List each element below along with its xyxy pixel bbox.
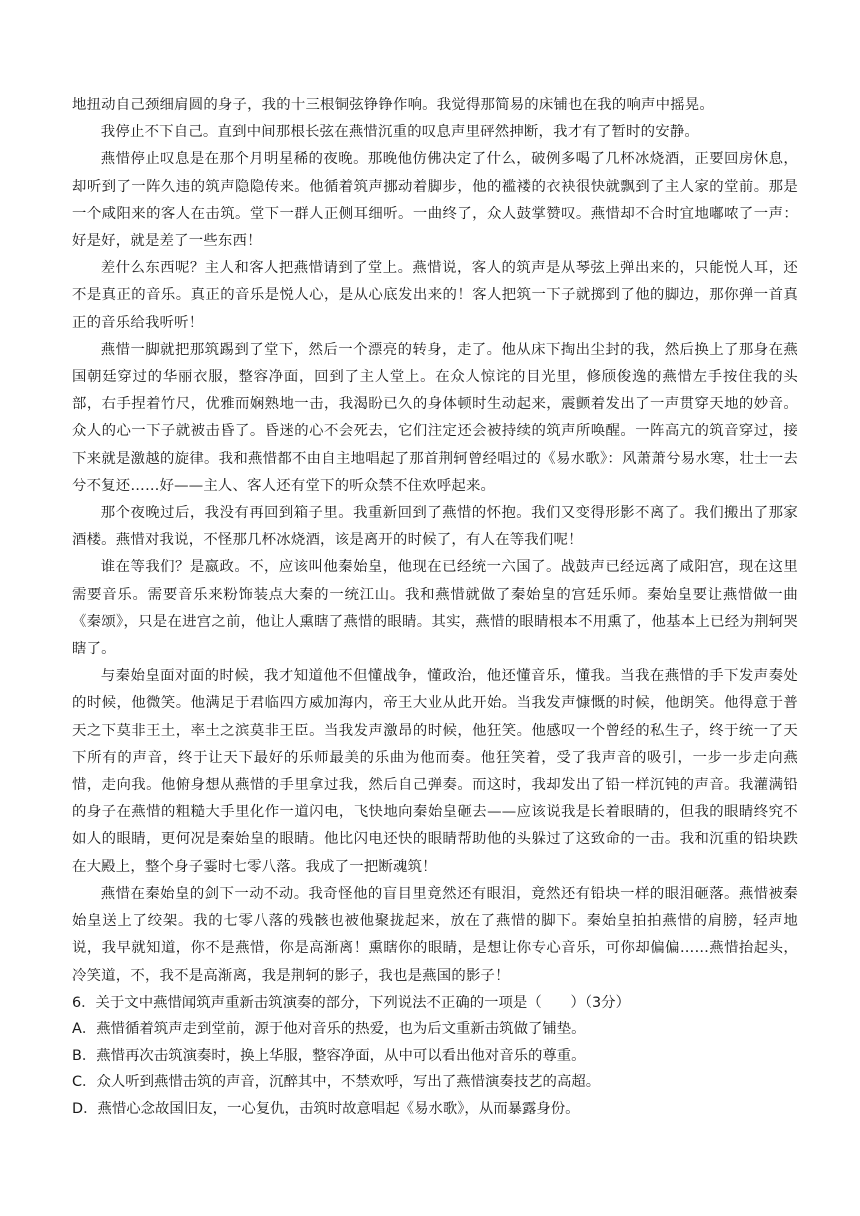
passage-paragraph-7: 谁在等我们？是嬴政。不，应该叫他秦始皇，他现在已经统一六国了。战鼓声已经远离了咸阳宫，现在这里需要音乐。需要音乐来粉饰装点大秦的一统江山。我和燕惜就做了秦始皇的宫廷乐师。秦始皇要让燕惜做一曲《秦颂》，只是在进宫之前，他让人熏瞎了燕惜的眼睛。其实，燕惜的眼睛根本不用熏了，他基本上已经为荆轲哭瞎了。 [72,559,798,658]
question-block [72,990,798,1123]
passage-paragraph-9: 燕惜在秦始皇的剑下一动不动。我奇怪他的盲目里竟然还有眼泪，竟然还有铅块一样的眼泪砸落。燕惜被秦始皇送上了绞架。我的七零八落的残骸也被他聚拢起来，放在了燕惜的脚下。秦始皇拍拍燕惜的肩膀，轻声地说，我早就知道，你不是燕惜，你是高渐离！熏瞎你的眼睛，是想让你专心音乐，可你却偏偏……燕惜抬起头，冷笑道，不，我不是高渐离，我是荆轲的影子，我也是燕国的影子！ [72,885,798,984]
question-stem: 6．关于文中燕惜闻筑声重新击筑演奏的部分，下列说法不正确的一项是（ ）（3分） [72,994,630,1011]
passage-paragraph-6: 那个夜晚过后，我没有再回到箱子里。我重新回到了燕惜的怀抱。我们又变得形影不离了。我们搬出了那家酒楼。燕惜对我说，不怪那几杯冰烧酒，该是离开的时候了，有人在等我们呢！ [72,505,798,549]
document-page [72,92,798,1123]
option-c: C．众人听到燕惜击筑的声音，沉醉其中，不禁欢呼，写出了燕惜演奏技艺的高超。 [72,1074,601,1091]
passage-paragraph-2: 我停止不下自己。直到中间那根长弦在燕惜沉重的叹息声里砰然抻断，我才有了暂时的安静。 [100,124,700,141]
passage-paragraph-5: 燕惜一脚就把那筑踢到了堂下，然后一个漂亮的转身，走了。他从床下掏出尘封的我，然后换上了那身在燕国朝廷穿过的华丽衣服，整容净面，回到了主人堂上。在众人惊诧的目光里，修颀俊逸的燕惜左手按住我的头部，右手捏着竹尺，优雅而娴熟地一击，我渴盼已久的身体顿时生动起来，震颤着发出了一声贯穿天地的妙音。众人的心一下子就被击昏了。昏迷的心不会死去，它们注定还会被持续的筑声所唤醒。一阵高亢的筑音穿过，接下来就是激越的旋律。我和燕惜都不由自主地唱起了那首荆轲曾经唱过的《易水歌》：风萧萧兮易水寒，壮士一去兮不复还……好——主人、客人还有堂下的听众禁不住欢呼起来。 [72,341,798,494]
option-a: A．燕惜循着筑声走到堂前，源于他对音乐的热爱，也为后文重新击筑做了铺垫。 [72,1021,586,1038]
option-d: D．燕惜心念故国旧友，一心复仇，击筑时故意唱起《易水歌》，从而暴露身份。 [72,1101,580,1118]
passage-paragraph-1: 地扭动自己颈细肩圆的身子，我的十三根铜弦铮铮作响。我觉得那简易的床铺也在我的响声中摇晃。 [72,97,714,113]
option-b: B．燕惜再次击筑演奏时，换上华服，整容净面，从中可以看出他对音乐的尊重。 [72,1047,586,1064]
passage-paragraph-3: 燕惜停止叹息是在那个月明星稀的夜晚。那晚他仿佛决定了什么，破例多喝了几杯冰烧酒，正要回房休息，却听到了一阵久违的筑声隐隐传来。他循着筑声挪动着脚步，他的褴褛的衣袂很快就飘到了主人家的堂前。那是一个咸阳来的客人在击筑。堂下一群人正侧耳细听。一曲终了，众人鼓掌赞叹。燕惜却不合时宜地嘟哝了一声：好是好，就是差了一些东西！ [72,151,798,250]
passage [72,92,798,990]
passage-paragraph-8: 与秦始皇面对面的时候，我才知道他不但懂战争，懂政治，他还懂音乐，懂我。当我在燕惜的手下发声奏处的时候，他微笑。他满足于君临四方威加海内，帝王大业从此开始。当我发声慷慨的时候，他朗笑。他得意于普天之下莫非王土，率土之滨莫非王臣。当我发声激昂的时候，他狂笑。他感叹一个曾经的私生子，终于统一了天下所有的声音，终于让天下最好的乐师最美的乐曲为他而奏。他狂笑着，受了我声音的吸引，一步一步走向燕惜，走向我。他俯身想从燕惜的手里拿过我，然后自己弹奏。而这时，我却发出了铅一样沉钝的声音。我灌满铅的身子在燕惜的粗糙大手里化作一道闪电，飞快地向秦始皇砸去——应该说我是长着眼睛的，但我的眼睛终究不如人的眼睛，更何况是秦始皇的眼睛。他比闪电还快的眼睛帮助他的头躲过了这致命的一击。我和沉重的铅块跌在大殿上，整个身子霎时七零八落。我成了一把断魂筑！ [72,668,798,875]
passage-paragraph-4: 差什么东西呢？主人和客人把燕惜请到了堂上。燕惜说，客人的筑声是从琴弦上弹出来的，只能悦人耳，还不是真正的音乐。真正的音乐是悦人心，是从心底发出来的！客人把筑一下子就掷到了他的脚边，那你弹一首真正的音乐给我听听！ [72,260,798,331]
